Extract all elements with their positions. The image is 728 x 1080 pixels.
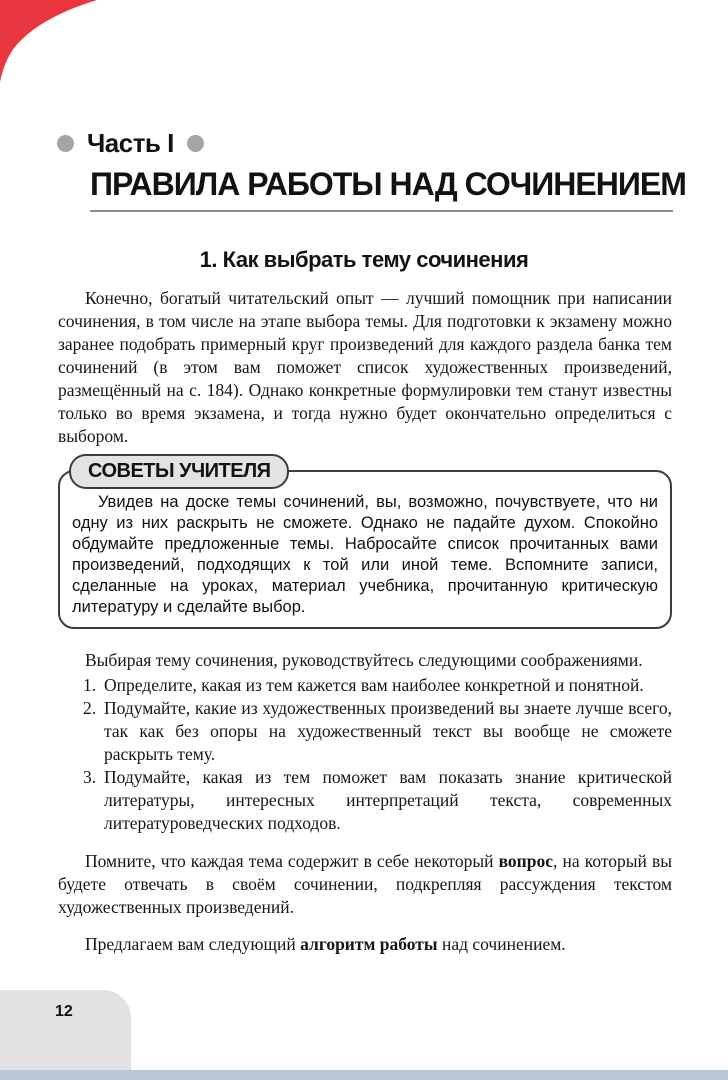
advice-box-label: СОВЕТЫ УЧИТЕЛЯ	[69, 454, 289, 489]
section-heading: 1. Как выбрать тему сочинения	[199, 247, 529, 272]
heading-block	[0, 0, 728, 212]
remember-text-before: Помните, что каждая тема содержит в себе некоторый	[85, 851, 499, 871]
propose-paragraph	[58, 933, 672, 956]
advice-box-text: Увидев на доске темы сочинений, вы, возможно, почувствуете, что ни одну из них раскрыть не сможете. Однако не падайте духом. Спокойно обдумайте предложенные темы. Набросайте список прочитанных вами произведений, подходящих к той или иной теме. Вспомните записи, сделанные на уроках, материал учебника, прочитанную критическую литературу и сделайте выбор.	[72, 493, 658, 616]
footer-blue-strip	[0, 1070, 728, 1080]
remember-paragraph	[58, 850, 672, 919]
page-number: 12	[55, 1003, 73, 1020]
page-number-tab	[0, 990, 131, 1070]
list-item-text: Определите, какая из тем кажется вам наиболее конкретной и понятной.	[104, 675, 644, 695]
list-item-number: 2.	[83, 698, 97, 718]
part-label: Часть I	[87, 128, 174, 158]
bullet-dot-icon	[57, 135, 74, 152]
remember-bold-word: вопрос	[498, 851, 554, 871]
list-item	[58, 697, 672, 766]
part-title: ПРАВИЛА РАБОТЫ НАД СОЧИНЕНИЕМ	[90, 166, 686, 202]
list-item-text: Подумайте, какие из художественных произведений вы знаете лучше всего, так как без опоры на художественный текст вы вообще не сможете раскрыть тему.	[104, 698, 672, 764]
list-item	[58, 766, 672, 835]
list-item-text: Подумайте, какая из тем поможет вам показать знание критической литературы, интересных интерпретаций текста, современных литературоведческих подходов.	[104, 767, 672, 833]
list-item-number: 1.	[83, 675, 97, 695]
list-item-number: 3.	[83, 767, 97, 787]
intro-paragraph: Конечно, богатый читательский опыт — лучший помощник при написании сочинения, в том числе на этапе выбора темы. Для подготовки к экзамену можно заранее подобрать примерный круг произведений для каждого раздела банка тем сочинений (в этом вам поможет список художественных произведений, размещённый на с. 184). Однако конкретные формулировки тем станут известны только во время экзамена, и тогда нужно будет окончательно определиться с выбором.	[58, 288, 672, 446]
list-item	[58, 674, 672, 697]
teacher-advice-box	[58, 460, 672, 629]
propose-bold-phrase: алгоритм работы	[300, 934, 438, 954]
bullet-dot-icon	[187, 135, 204, 152]
propose-text-before: Предлагаем вам следующий	[85, 934, 301, 954]
remember-text-after: , на который вы будете отвечать в своём сочинении, подкрепляя рассуждения текстом художественных произведений.	[58, 851, 672, 917]
text-column	[58, 287, 672, 956]
numbered-list	[58, 674, 672, 835]
red-corner-accent-icon	[0, 0, 100, 86]
part-row	[57, 128, 728, 158]
choose-paragraph: Выбирая тему сочинения, руководствуйтесь следующими соображениями.	[85, 650, 643, 670]
propose-text-after: над сочинением.	[437, 934, 566, 954]
title-underline	[90, 210, 673, 212]
